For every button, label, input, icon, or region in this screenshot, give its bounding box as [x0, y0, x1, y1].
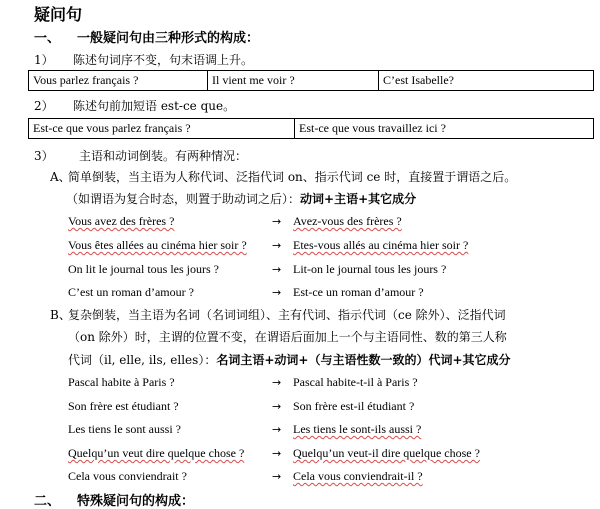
partB-example-1-from: Pascal habite à Paris ?: [68, 375, 175, 389]
item2-table: [28, 118, 594, 139]
item3-text: 主语和动词倒装。有两种情况：: [79, 149, 248, 163]
arrow-icon: →: [272, 286, 282, 299]
section1-number: 一、: [34, 31, 61, 46]
section1-heading: 一般疑问句由三种形式的构成：: [77, 31, 260, 46]
arrow-icon: →: [272, 423, 282, 436]
item2-cell-1: Est-ce que vous parlez français ?: [29, 119, 295, 139]
partB-example-4-from: Quelqu’un veut dire quelque chose ?: [68, 446, 245, 460]
section2-heading: 特殊疑问句的构成：: [77, 494, 195, 509]
partB-line3: 代词（il, elle, ils, elles）：名词主语+动词+（与主语性数一致的）代词+其它成分: [68, 353, 511, 367]
partB-line1: 复杂倒装，当主语为名词（名词词组）、主有代词、指示代词（ce 除外）、泛指代词: [68, 308, 506, 322]
partB-example-5-to: Cela vous conviendrait-il ?: [293, 469, 423, 483]
partB-example-3-to: Les tiens le sont-ils aussi ?: [293, 422, 422, 436]
partA-example-2-to: Etes-vous allés au cinéma hier soir ?: [293, 238, 469, 252]
section2-number: 二、: [34, 494, 61, 509]
arrow-icon: →: [272, 239, 282, 252]
partB-label: B、: [50, 308, 71, 322]
partA-rule: 动词+主语+其它成分: [300, 192, 417, 206]
partB-example-2-from: Son frère est étudiant ?: [68, 399, 179, 413]
partA-example-4-from: C’est un roman d’amour ?: [68, 285, 194, 299]
item2-number: 2）: [34, 99, 54, 113]
arrow-icon: →: [272, 263, 282, 276]
partA-example-3-to: Lit-on le journal tous les jours ?: [293, 262, 447, 276]
partB-example-3-from: Les tiens le sont aussi ?: [68, 422, 181, 436]
arrow-icon: →: [272, 400, 282, 413]
partB-line2: （on 除外）时，主谓的位置不变，在谓语后面加上一个与主语同性、数的第三人称: [68, 330, 507, 344]
item1-cell-1: Vous parlez français ?: [29, 71, 208, 91]
page-title: 疑问句: [34, 5, 83, 24]
partA-example-1-from: Vous avez des frères ?: [68, 214, 175, 228]
partA-example-4-to: Est-ce un roman d’amour ?: [293, 285, 424, 299]
item1-text: 陈述句词序不变，句末语调上升。: [73, 53, 254, 67]
arrow-icon: →: [272, 447, 282, 460]
item1-table: [28, 70, 594, 91]
partB-example-5-from: Cela vous conviendrait ?: [68, 469, 187, 483]
partB-example-2-to: Son frère est-il étudiant ?: [293, 399, 415, 413]
partA-line2: （如谓语为复合时态，则置于助动词之后）：动词+主语+其它成分: [66, 192, 417, 206]
partB-example-4-to: Quelqu’un veut-il dire quelque chose ?: [293, 446, 480, 460]
arrow-icon: →: [272, 470, 282, 483]
partA-example-3-from: On lit le journal tous les jours ?: [68, 262, 219, 276]
item1-cell-2: Il vient me voir ?: [208, 71, 379, 91]
item2-text: 陈述句前加短语 est-ce que。: [73, 99, 236, 113]
partA-example-2-from: Vous êtes allées au cinéma hier soir ?: [68, 238, 247, 252]
partA-line1: 简单倒装，当主语为人称代词、泛指代词 on、指示代词 ce 时，直接置于谓语之后。: [68, 170, 517, 184]
item2-cell-2: Est-ce que vous travaillez ici ?: [295, 119, 594, 139]
partA-example-1-to: Avez-vous des frères ?: [293, 214, 402, 228]
arrow-icon: →: [272, 215, 282, 228]
item3-number: 3）: [34, 149, 54, 163]
partB-rule: 名词主语+动词+（与主语性数一致的）代词+其它成分: [216, 353, 511, 367]
arrow-icon: →: [272, 376, 282, 389]
partA-label: A、: [50, 170, 71, 184]
item1-number: 1）: [34, 53, 54, 67]
item1-cell-3: C’est Isabelle?: [379, 71, 594, 91]
partB-example-1-to: Pascal habite-t-il à Paris ?: [293, 375, 418, 389]
